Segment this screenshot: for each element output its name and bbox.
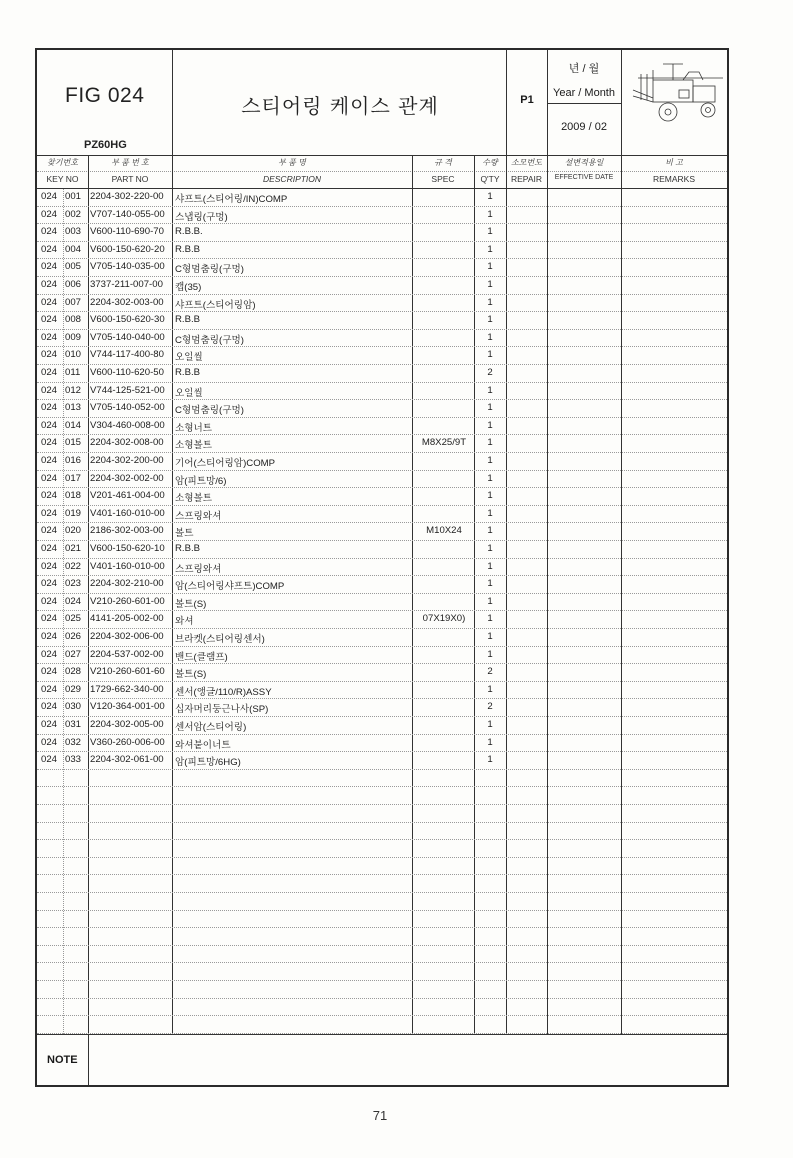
part-description: C형멈춤링(구멍) (175, 264, 244, 276)
page-code: P1 (520, 94, 534, 106)
fig-number: 024 (41, 226, 58, 238)
fig-number: 024 (41, 279, 58, 290)
table-row (37, 347, 727, 365)
part-description: R.B.B (175, 243, 201, 255)
part-number: 2204-302-200-00 (90, 455, 164, 466)
part-number: 2204-302-002-00 (90, 472, 164, 484)
part-description: 소형볼트 (175, 440, 213, 452)
key-number: 020 (65, 525, 82, 537)
fig-number: 024 (41, 595, 58, 607)
table-row (37, 999, 727, 1017)
table-row (37, 770, 727, 788)
part-quantity: 1 (487, 683, 493, 695)
part-description: 볼트(S) (175, 598, 207, 610)
part-number: 2204-302-003-00 (90, 296, 164, 308)
part-description: 브라켓(스티어링센서) (175, 634, 265, 645)
part-number: 2204-302-006-00 (90, 631, 164, 642)
part-description: 센서암(스티어링) (175, 722, 247, 733)
part-number: V705-140-040-00 (90, 331, 165, 343)
part-quantity: 1 (487, 455, 493, 466)
table-row (37, 506, 727, 524)
colhead-effective-en: EFFECTIVE DATE (554, 174, 614, 181)
table-row (37, 189, 727, 207)
note-vline (88, 1034, 89, 1085)
table-row (37, 559, 727, 577)
colhead-key-ko: 찾기번호 (47, 158, 78, 167)
part-quantity: 1 (487, 490, 493, 502)
part-description: 스냅링(구멍) (175, 211, 228, 223)
figure-title: FIG 024 (65, 84, 145, 107)
part-number: 2204-302-220-00 (90, 191, 164, 202)
table-row (37, 911, 727, 929)
fig-number: 024 (41, 666, 58, 678)
key-number: 015 (65, 437, 82, 449)
key-number: 021 (65, 543, 82, 554)
fig-number: 024 (41, 243, 58, 255)
part-description: 샤프트(스티어링암) (175, 299, 256, 311)
part-number: V600-150-620-10 (90, 543, 165, 554)
table-row (37, 752, 727, 770)
note-divider (37, 1034, 727, 1035)
part-description: 소형너트 (175, 422, 213, 434)
table-row (37, 858, 727, 876)
table-row (37, 488, 727, 506)
part-number: 2186-302-003-00 (90, 525, 164, 537)
part-number: V401-160-010-00 (90, 507, 165, 519)
part-number: V210-260-601-00 (90, 595, 165, 607)
table-row (37, 523, 727, 541)
part-quantity: 1 (487, 736, 493, 748)
part-quantity: 1 (487, 331, 493, 343)
key-number: 032 (65, 736, 82, 748)
fig-number: 024 (41, 402, 58, 414)
table-row (37, 963, 727, 981)
part-number: V705-140-035-00 (90, 261, 165, 273)
table-row (37, 453, 727, 471)
table-row (37, 699, 727, 717)
key-number: 030 (65, 701, 82, 713)
colhead-spec-ko: 규 격 (434, 158, 452, 167)
year-month-value: 2009 / 02 (561, 121, 607, 133)
key-number: 008 (65, 314, 82, 326)
part-number: 2204-302-210-00 (90, 578, 164, 590)
fig-number: 024 (41, 455, 58, 466)
table-row (37, 576, 727, 594)
key-number: 016 (65, 455, 82, 466)
part-quantity: 2 (487, 367, 493, 378)
table-row (37, 224, 727, 242)
part-description: 샤프트(스티어링/IN)COMP (175, 194, 288, 205)
part-number: 4141-205-002-00 (90, 613, 164, 625)
part-number: V210-260-601-60 (90, 666, 165, 678)
part-quantity: 1 (487, 243, 493, 255)
part-quantity: 1 (487, 226, 493, 238)
part-spec: M10X24 (426, 525, 462, 537)
table-row (37, 242, 727, 260)
table-row (37, 541, 727, 559)
part-quantity: 1 (487, 754, 493, 766)
part-quantity: 1 (487, 613, 493, 625)
fig-number: 024 (41, 701, 58, 713)
key-number: 003 (65, 226, 82, 238)
table-row (37, 471, 727, 489)
part-number: 2204-302-008-00 (90, 437, 164, 449)
part-number: V360-260-006-00 (90, 736, 165, 748)
part-description: 십자머리둥근나사(SP) (175, 704, 269, 716)
table-row (37, 594, 727, 612)
part-quantity: 1 (487, 261, 493, 273)
fig-number: 024 (41, 314, 58, 326)
key-number: 006 (65, 279, 82, 290)
part-quantity: 1 (487, 402, 493, 414)
part-quantity: 1 (487, 314, 493, 326)
part-number: V705-140-052-00 (90, 402, 165, 414)
key-number: 010 (65, 349, 82, 361)
year-month-label-en: Year / Month (553, 87, 615, 99)
colhead-key-en: KEY NO (46, 174, 79, 184)
fig-number: 024 (41, 578, 58, 590)
part-number: V600-150-620-30 (90, 314, 165, 326)
page-number: 71 (372, 1108, 388, 1123)
key-number: 022 (65, 560, 82, 572)
colhead-divider (37, 171, 727, 172)
part-description: 스프링와셔 (175, 563, 222, 575)
part-quantity: 1 (487, 719, 493, 730)
table-row (37, 312, 727, 330)
part-spec: M8X25/9T (421, 437, 467, 449)
colhead-qty-ko: 수량 (482, 158, 498, 167)
part-quantity: 1 (487, 525, 493, 537)
fig-number: 024 (41, 437, 58, 449)
table-row (37, 805, 727, 823)
key-number: 024 (65, 595, 82, 607)
key-number: 026 (65, 631, 82, 642)
part-quantity: 1 (487, 543, 493, 554)
key-number: 005 (65, 261, 82, 273)
key-number: 028 (65, 666, 82, 678)
part-description: 와셔붙이너트 (175, 739, 231, 751)
colhead-desc-ko: 부 품 명 (278, 158, 306, 167)
fig-number: 024 (41, 472, 58, 484)
table-row (37, 664, 727, 682)
key-number: 012 (65, 384, 82, 396)
part-number: V744-117-400-80 (90, 349, 164, 361)
header-divider (37, 155, 727, 156)
table-row (37, 823, 727, 841)
table-row (37, 928, 727, 946)
table-row (37, 611, 727, 629)
table-row (37, 981, 727, 999)
table-row (37, 735, 727, 753)
table-row (37, 383, 727, 401)
table-row (37, 787, 727, 805)
fig-number: 024 (41, 296, 58, 308)
parts-list-sheet (35, 48, 729, 1087)
key-number: 029 (65, 683, 82, 695)
key-number: 017 (65, 472, 82, 484)
part-description: 암(스티어링샤프트)COMP (175, 581, 285, 593)
colhead-repair-ko: 소모번도 (511, 158, 542, 167)
fig-number: 024 (41, 631, 58, 642)
key-number: 019 (65, 507, 82, 519)
part-description: 센서(앵글/110/R)ASSY (175, 686, 272, 698)
part-quantity: 1 (487, 507, 493, 519)
fig-number: 024 (41, 367, 58, 378)
part-quantity: 1 (487, 208, 493, 220)
part-description: R.B.B. (175, 226, 203, 238)
part-description: C형멈춤링(구멍) (175, 334, 244, 346)
model-label: PZ60HG (84, 139, 127, 151)
part-description: R.B.B (175, 314, 201, 326)
fig-number: 024 (41, 384, 58, 396)
part-quantity: 1 (487, 296, 493, 308)
fig-number: 024 (41, 736, 58, 748)
table-row (37, 277, 727, 295)
key-number: 011 (65, 367, 81, 378)
table-row (37, 840, 727, 858)
part-quantity: 1 (487, 437, 493, 449)
key-number: 033 (65, 754, 82, 766)
key-number: 007 (65, 296, 82, 308)
part-description: 볼트(S) (175, 669, 207, 681)
colhead-part-en: PART NO (111, 174, 149, 184)
key-number: 001 (65, 191, 82, 202)
part-number: V201-461-004-00 (90, 490, 165, 502)
part-number: V707-140-055-00 (90, 208, 165, 220)
part-description: 와셔 (175, 616, 194, 628)
rice-transplanter-illustration (623, 50, 729, 154)
fig-number: 024 (41, 419, 58, 431)
part-number: 2204-537-002-00 (90, 648, 164, 660)
fig-number: 024 (41, 507, 58, 519)
part-number: V600-150-620-20 (90, 243, 165, 255)
part-description: 암(피트망/6) (175, 475, 227, 487)
part-quantity: 2 (487, 701, 493, 713)
fig-number: 024 (41, 191, 58, 202)
fig-number: 024 (41, 754, 58, 766)
part-quantity: 1 (487, 349, 493, 361)
fig-number: 024 (41, 349, 58, 361)
table-row (37, 1016, 727, 1034)
part-description: 소형볼트 (175, 493, 213, 505)
part-description: R.B.B (175, 367, 201, 378)
colhead-remarks-ko: 비 고 (665, 158, 683, 167)
colhead-part-ko: 부 품 번 호 (111, 158, 149, 167)
part-number: 2204-302-061-00 (90, 754, 164, 766)
fig-number: 024 (41, 683, 58, 695)
table-row (37, 946, 727, 964)
table-row (37, 717, 727, 735)
part-number: V120-364-001-00 (90, 701, 165, 713)
table-row (37, 647, 727, 665)
key-number: 002 (65, 208, 82, 220)
table-row (37, 682, 727, 700)
part-number: 1729-662-340-00 (90, 683, 164, 695)
part-number: V401-160-010-00 (90, 560, 165, 572)
colhead-spec-en: SPEC (431, 174, 455, 184)
table-row (37, 365, 727, 383)
table-row (37, 295, 727, 313)
part-quantity: 1 (487, 472, 493, 484)
fig-number: 024 (41, 208, 58, 220)
table-row (37, 330, 727, 348)
year-month-label-ko: 년 / 월 (568, 63, 600, 75)
key-number: 027 (65, 648, 82, 660)
table-row (37, 259, 727, 277)
part-description: 밴드(클램프) (175, 651, 228, 663)
key-number: 025 (65, 613, 82, 625)
part-quantity: 1 (487, 384, 493, 396)
key-number: 023 (65, 578, 82, 590)
part-description: C형멈춤링(구멍) (175, 405, 244, 417)
note-label: NOTE (47, 1054, 78, 1066)
header-hline (547, 103, 621, 104)
table-row (37, 418, 727, 436)
part-quantity: 1 (487, 191, 493, 202)
key-number: 018 (65, 490, 82, 502)
part-description: 기어(스티어링암)COMP (175, 458, 276, 469)
fig-number: 024 (41, 543, 58, 554)
part-number: V600-110-620-50 (90, 367, 164, 378)
part-number: 3737-211-007-00 (90, 279, 163, 290)
part-number: V744-125-521-00 (90, 384, 165, 396)
header-vline (621, 50, 622, 155)
key-number: 031 (65, 719, 82, 730)
table-row (37, 875, 727, 893)
part-quantity: 1 (487, 631, 493, 642)
table-row (37, 435, 727, 453)
fig-number: 024 (41, 719, 58, 730)
part-description: 오일씰 (175, 352, 203, 364)
colhead-remarks-en: REMARKS (652, 174, 696, 184)
part-quantity: 1 (487, 560, 493, 572)
colhead-repair-en: REPAIR (510, 174, 543, 184)
table-row (37, 207, 727, 225)
part-description: R.B.B (175, 543, 201, 554)
part-quantity: 2 (487, 666, 493, 678)
part-quantity: 1 (487, 419, 493, 431)
part-number: V304-460-008-00 (90, 419, 165, 431)
table-row (37, 893, 727, 911)
part-quantity: 1 (487, 279, 493, 290)
fig-number: 024 (41, 490, 58, 502)
part-description: 암(피트망/6HG) (175, 757, 241, 769)
part-quantity: 1 (487, 648, 493, 660)
part-quantity: 1 (487, 595, 493, 607)
fig-number: 024 (41, 261, 58, 273)
key-number: 009 (65, 331, 82, 343)
key-number: 014 (65, 419, 82, 431)
part-number: 2204-302-005-00 (90, 719, 164, 730)
part-description: 스프링와셔 (175, 510, 222, 522)
key-number: 013 (65, 402, 82, 414)
key-number: 004 (65, 243, 82, 255)
section-title: 스티어링 케이스 관계 (241, 94, 439, 118)
colhead-desc-en: DESCRIPTION (262, 174, 322, 184)
table-row (37, 400, 727, 418)
table-row (37, 629, 727, 647)
part-description: 볼트 (175, 528, 194, 540)
fig-number: 024 (41, 613, 58, 625)
part-quantity: 1 (487, 578, 493, 590)
part-spec: 07X19X0) (422, 613, 466, 625)
fig-number: 024 (41, 560, 58, 572)
colhead-effective-ko: 설변적용일 (564, 158, 604, 167)
part-number: V600-110-690-70 (90, 226, 164, 238)
fig-number: 024 (41, 525, 58, 537)
fig-number: 024 (41, 648, 58, 660)
colhead-qty-en: Q'TY (480, 174, 500, 184)
part-description: 캡(35) (175, 282, 202, 293)
fig-number: 024 (41, 331, 58, 343)
part-description: 오일씰 (175, 387, 203, 399)
